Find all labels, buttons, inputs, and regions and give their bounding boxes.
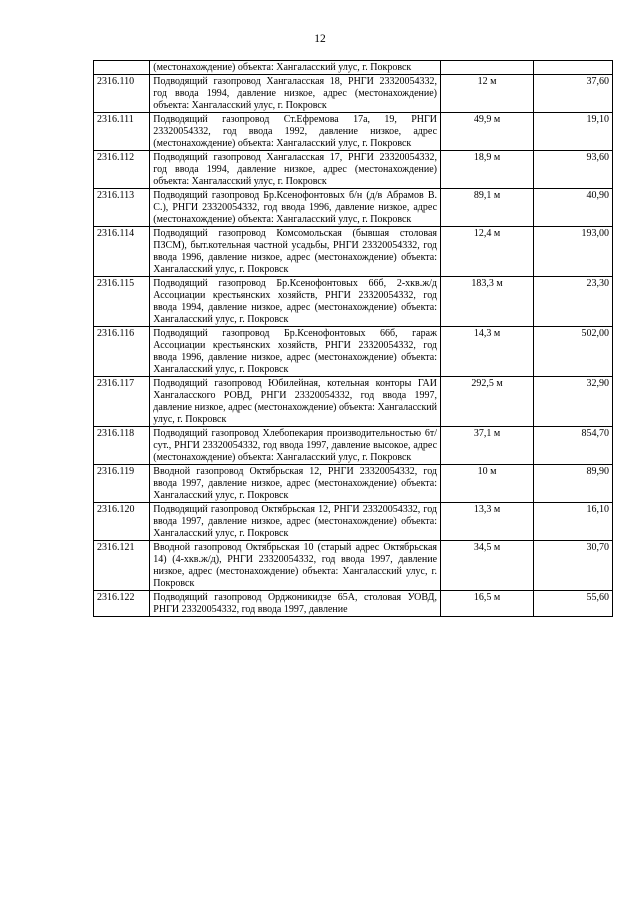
cell-inventory-number: 2316.118 bbox=[94, 427, 150, 465]
cell-cost: 40,90 bbox=[534, 189, 613, 227]
cell-inventory-number: 2316.116 bbox=[94, 327, 150, 377]
cell-object-description: Подводящий газопровод Бр.Ксенофонтовых 66б, гараж Ассоциации крестьянских хозяйств, РНГИ 23320054332, год ввода 1996, давление низкое, адрес (местонахождение) объекта: Хангаласский улус, г. Покровск bbox=[150, 327, 441, 377]
table-row bbox=[94, 591, 613, 617]
cell-length: 34,5 м bbox=[441, 541, 534, 591]
cell-length bbox=[441, 61, 534, 75]
cell-object-description: Подводящий газопровод Бр.Ксенофонтовых б/н (д/в Абрамов В. С.), РНГИ 23320054332, год ввода 1996, давление низкое, адрес (местонахождение) объекта: Хангаласский улус, г. Покровск bbox=[150, 189, 441, 227]
cell-length: 13,3 м bbox=[441, 503, 534, 541]
cell-cost: 19,10 bbox=[534, 113, 613, 151]
cell-object-description: Подводящий газопровод Ст.Ефремова 17а, 19, РНГИ 23320054332, год ввода 1992, давление низкое, адрес (местонахождение) объекта: Хангаласский улус, г. Покровск bbox=[150, 113, 441, 151]
cell-inventory-number: 2316.114 bbox=[94, 227, 150, 277]
cell-object-description: Подводящий газопровод Хангаласская 17, РНГИ 23320054332, год ввода 1994, давление низкое, адрес (местонахождение) объекта: Хангаласский улус, г. Покровск bbox=[150, 151, 441, 189]
cell-length: 12,4 м bbox=[441, 227, 534, 277]
table-row bbox=[94, 189, 613, 227]
table-row bbox=[94, 427, 613, 465]
cell-length: 49,9 м bbox=[441, 113, 534, 151]
cell-object-description: Подводящий газопровод Комсомольская (бывшая столовая ПЗСМ), быт.котельная частной усадьбы, РНГИ 23320054332, год ввода 1996, давление низкое, адрес (местонахождение) объекта: Хангаласский улус, г. Покровск bbox=[150, 227, 441, 277]
cell-length: 37,1 м bbox=[441, 427, 534, 465]
table-row bbox=[94, 277, 613, 327]
cell-cost bbox=[534, 61, 613, 75]
cell-object-description: Вводной газопровод Октябрьская 10 (старый адрес Октябрьская 14) (4-хкв.ж/д), РНГИ 23320054332, год ввода 1997, давление низкое, адрес (местонахождение) объекта: Хангаласский улус, г. Покровск bbox=[150, 541, 441, 591]
cell-object-description: Подводящий газопровод Хлебопекария производительностью 6т/сут., РНГИ 23320054332, год ввода 1997, давление высокое, адрес (местонахождение) объекта: Хангаласский улус, г. Покровск bbox=[150, 427, 441, 465]
cell-inventory-number bbox=[94, 61, 150, 75]
table-row bbox=[94, 503, 613, 541]
cell-inventory-number: 2316.121 bbox=[94, 541, 150, 591]
cell-cost: 32,90 bbox=[534, 377, 613, 427]
cell-length: 183,3 м bbox=[441, 277, 534, 327]
property-registry-table bbox=[93, 60, 613, 617]
cell-cost: 23,30 bbox=[534, 277, 613, 327]
page-number: 12 bbox=[314, 33, 326, 45]
cell-object-description: Подводящий газопровод Октябрьская 12, РНГИ 23320054332, год ввода 1997, давление низкое, адрес (местонахождение) объекта: Хангаласский улус, г. Покровск bbox=[150, 503, 441, 541]
cell-inventory-number: 2316.112 bbox=[94, 151, 150, 189]
cell-length: 89,1 м bbox=[441, 189, 534, 227]
cell-length: 12 м bbox=[441, 75, 534, 113]
cell-object-description: (местонахождение) объекта: Хангаласский улус, г. Покровск bbox=[150, 61, 441, 75]
cell-object-description: Подводящий газопровод Хангаласская 18, РНГИ 23320054332, год ввода 1994, давление низкое, адрес (местонахождение) объекта: Хангаласский улус, г. Покровск bbox=[150, 75, 441, 113]
table-row bbox=[94, 327, 613, 377]
table-row bbox=[94, 377, 613, 427]
cell-object-description: Вводной газопровод Октябрьская 12, РНГИ 23320054332, год ввода 1997, давление низкое, адрес (местонахождение) объекта: Хангаласский улус, г. Покровск bbox=[150, 465, 441, 503]
cell-cost: 502,00 bbox=[534, 327, 613, 377]
cell-length: 10 м bbox=[441, 465, 534, 503]
cell-inventory-number: 2316.110 bbox=[94, 75, 150, 113]
cell-object-description: Подводящий газопровод Бр.Ксенофонтовых 66б, 2-хкв.ж/д Ассоциации крестьянских хозяйств, РНГИ 23320054332, год ввода 1994, давление низкое, адрес (местонахождение) объекта: Хангаласский улус, г. Покровск bbox=[150, 277, 441, 327]
cell-length: 14,3 м bbox=[441, 327, 534, 377]
table-row bbox=[94, 151, 613, 189]
table-row bbox=[94, 541, 613, 591]
cell-object-description: Подводящий газопровод Орджоникидзе 65А, столовая УОВД, РНГИ 23320054332, год ввода 1997, давление bbox=[150, 591, 441, 617]
table-row bbox=[94, 113, 613, 151]
cell-length: 18,9 м bbox=[441, 151, 534, 189]
cell-object-description: Подводящий газопровод Юбилейная, котельная конторы ГАИ Хангаласского РОВД, РНГИ 23320054332, год ввода 1997, давление низкое, адрес (местонахождение) объекта: Хангаласский улус, г. Покровск bbox=[150, 377, 441, 427]
table-row bbox=[94, 465, 613, 503]
cell-inventory-number: 2316.119 bbox=[94, 465, 150, 503]
cell-inventory-number: 2316.111 bbox=[94, 113, 150, 151]
cell-length: 16,5 м bbox=[441, 591, 534, 617]
registry-table-body bbox=[94, 61, 613, 617]
cell-cost: 854,70 bbox=[534, 427, 613, 465]
cell-cost: 16,10 bbox=[534, 503, 613, 541]
cell-length: 292,5 м bbox=[441, 377, 534, 427]
cell-cost: 37,60 bbox=[534, 75, 613, 113]
cell-inventory-number: 2316.113 bbox=[94, 189, 150, 227]
cell-inventory-number: 2316.115 bbox=[94, 277, 150, 327]
table-row bbox=[94, 61, 613, 75]
table-row bbox=[94, 227, 613, 277]
cell-cost: 89,90 bbox=[534, 465, 613, 503]
table-row bbox=[94, 75, 613, 113]
cell-cost: 30,70 bbox=[534, 541, 613, 591]
cell-inventory-number: 2316.117 bbox=[94, 377, 150, 427]
cell-cost: 93,60 bbox=[534, 151, 613, 189]
cell-inventory-number: 2316.122 bbox=[94, 591, 150, 617]
cell-inventory-number: 2316.120 bbox=[94, 503, 150, 541]
cell-cost: 193,00 bbox=[534, 227, 613, 277]
cell-cost: 55,60 bbox=[534, 591, 613, 617]
